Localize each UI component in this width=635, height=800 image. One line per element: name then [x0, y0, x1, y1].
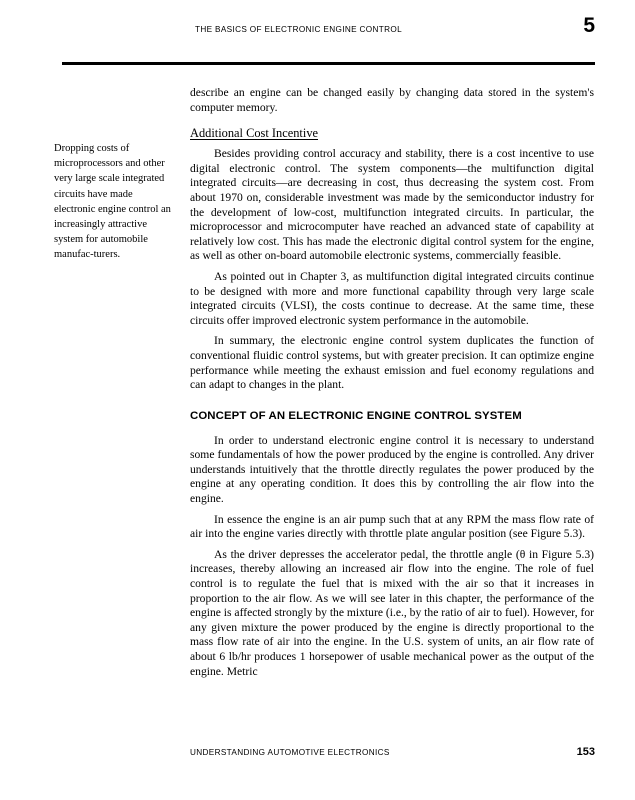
paragraph-concept-2: In essence the engine is an air pump such that at any RPM the mass flow rate of air into the engine varies directly with throttle plate angular position (see Figure 5.3).: [190, 512, 594, 541]
chapter-number: 5: [583, 14, 595, 37]
paragraph-concept-3: As the driver depresses the accelerator pedal, the throttle angle (θ in Figure 5.3) increases, thereby allowing an increased air flow into the engine. The role of fuel control is to regulate the fuel that is mixed with the air so that it increases in proportion to the air flow. As we will see later in this chapter, the performance of the engine is affected strongly by the mixture (i.e., by the ratio of air to fuel). However, for any given mixture the power produced by the engine is directly proportional to the mass flow rate of air into the engine. In the U.S. system of units, an air flow rate of about 6 lb/hr produces 1 horsepower of usable mechanical power as the output of the engine. Metric: [190, 547, 595, 678]
header-divider: [62, 62, 595, 65]
footer-page-number: 153: [576, 746, 595, 758]
paragraph-cost-1: Besides providing control accuracy and stability, there is a cost incentive to use digital electronic control. The system components—the multifunction digital integrated circuits—are decreasing in cost, thus decreasing the system cost. From about 1970 on, considerable investment was made by the semiconductor industry for the development of low-cost, multifunction integrated circuits. In particular, the microprocessor and microcomputer have reached an advanced state of capability at relatively low cost. This has made the electronic digital control system for the engine, as well as other on-board automobile electronic systems, commercially feasible.: [190, 147, 594, 263]
paragraph-cost-2: As pointed out in Chapter 3, as multifunction digital integrated circuits continue to be designed with more and more functional capability through very large scale integrated circuits (VLSI), the costs continue to decrease. At the same time, these circuits offer improved electronic system performance in the automobile.: [190, 269, 594, 327]
page-footer: [62, 748, 595, 764]
paragraph-continued: describe an engine can be changed easily by changing data stored in the system's computer memory.: [190, 86, 594, 114]
section-heading: CONCEPT OF AN ELECTRONIC ENGINE CONTROL SYSTEM: [190, 409, 522, 422]
page-header: [62, 14, 595, 46]
main-text-column: [190, 86, 594, 679]
subheading-additional-cost-incentive: Additional Cost Incentive: [190, 126, 319, 141]
margin-note: Dropping costs of microprocessors and other very large scale integrated circuits have made electronic engine control an increasingly attractive system for automobile manufac-turers.: [54, 143, 171, 261]
running-header-title: THE BASICS OF ELECTRONIC ENGINE CONTROL: [195, 25, 402, 34]
paragraph-concept-1: In order to understand electronic engine control it is necessary to understand some fundamentals of how the power produced by the engine is controlled. Any driver understands intuitively that the throttle directly regulates the power produced by the engine at any operating condition. It does this by controlling the air flow into the engine.: [190, 433, 594, 506]
paragraph-cost-3: In summary, the electronic engine control system duplicates the function of conventional fluidic control systems, but with greater precision. It can optimize engine performance while meeting the exhaust emission and fuel economy regulations and can adapt to changes in the plant.: [190, 334, 594, 392]
footer-book-title: UNDERSTANDING AUTOMOTIVE ELECTRONICS: [190, 748, 390, 757]
